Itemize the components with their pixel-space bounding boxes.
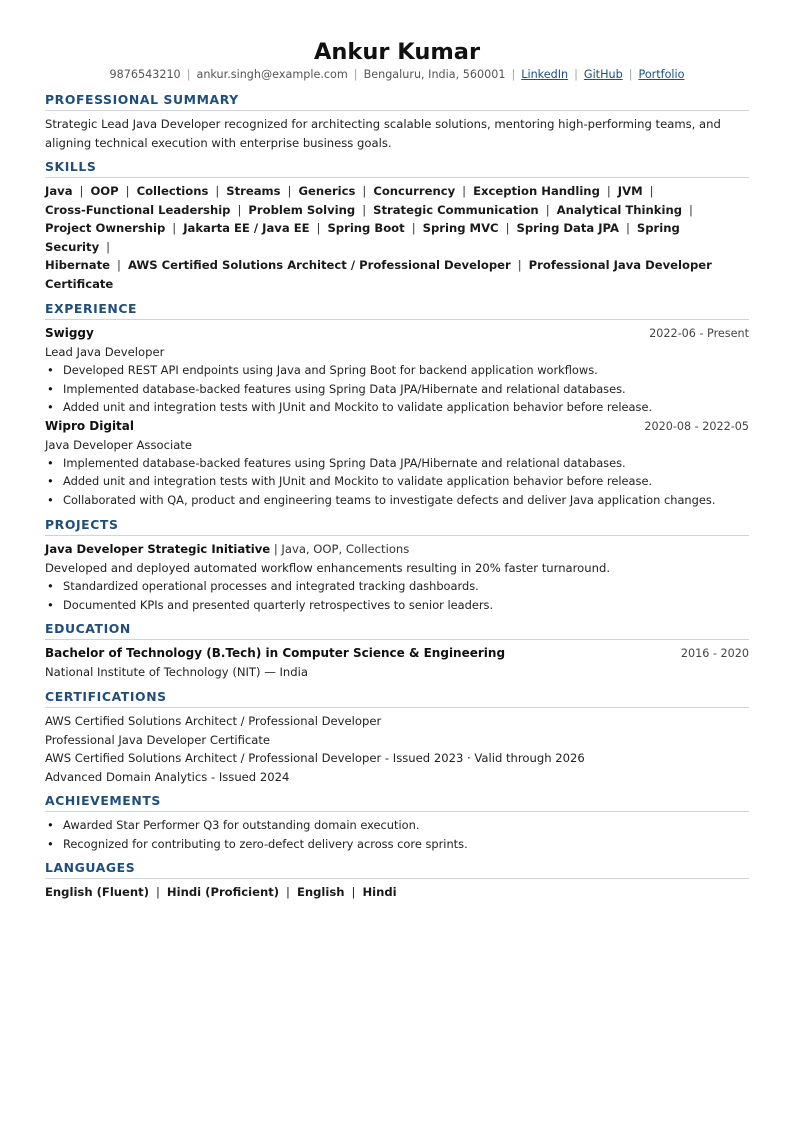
job-entry — [45, 417, 749, 510]
separator: | — [156, 885, 160, 900]
school-name: National Institute of Technology (NIT) — India — [45, 665, 308, 680]
skills-line — [45, 201, 749, 220]
job-role: Lead Java Developer — [45, 345, 165, 359]
separator: | — [215, 184, 220, 198]
separator: | — [125, 184, 130, 198]
list-item: • Standardized operational processes and integrated tracking dashboards. — [63, 577, 749, 596]
list-item: • Added unit and integration tests with JUnit and Mockito to validate application behavior before release. — [63, 472, 749, 491]
list-item: • Implemented database-backed features using Spring Data JPA/Hibernate and relational databases. — [63, 454, 749, 473]
section-title: ACHIEVEMENTS — [45, 790, 749, 812]
language-item: Hindi — [362, 885, 397, 900]
portfolio-link[interactable]: Portfolio — [638, 68, 685, 81]
separator: | — [286, 885, 290, 900]
summary-text: Strategic Lead Java Developer recognized for architecting scalable solutions, mentoring high-performing teams, and aligning technical execution with enterprise business goals. — [45, 117, 721, 150]
skill-tag: Spring Security — [45, 221, 680, 254]
skill-tag: JVM — [617, 184, 643, 198]
skill-tag: Collections — [136, 184, 209, 198]
certification-item: AWS Certified Solutions Architect / Professional Developer — [45, 714, 382, 729]
separator: | — [117, 258, 121, 272]
skill-tag: Project Ownership — [45, 221, 166, 235]
separator: | — [505, 221, 510, 235]
skills-section — [45, 156, 749, 293]
section-title: EDUCATION — [45, 618, 749, 640]
separator: | — [79, 184, 84, 198]
achievement-bullets — [45, 816, 749, 853]
skill-tag: Analytical Thinking — [556, 202, 683, 217]
job-bullets — [45, 361, 749, 417]
certification-item: Advanced Domain Analytics - Issued 2024 — [45, 769, 290, 784]
separator: | — [574, 68, 578, 81]
language-item: Hindi (Proficient) — [166, 885, 280, 900]
section-title: LANGUAGES — [45, 857, 749, 879]
achievements-section — [45, 790, 749, 853]
separator: | — [649, 184, 654, 198]
languages-list — [45, 883, 749, 902]
linkedin-link[interactable]: LinkedIn — [521, 68, 569, 81]
skill-tag: AWS Certified Solutions Architect / Professional Developer — [127, 258, 511, 272]
separator: | — [517, 258, 522, 272]
separator: | — [545, 202, 550, 217]
project-header — [45, 540, 749, 559]
section-title: EXPERIENCE — [45, 298, 749, 320]
section-title: CERTIFICATIONS — [45, 686, 749, 708]
job-bullets — [45, 454, 749, 510]
languages-section — [45, 857, 749, 902]
list-item: • Collaborated with QA, product and engineering teams to investigate defects and deliver Java application changes. — [63, 491, 749, 510]
project-name: Java Developer Strategic Initiative — [45, 541, 271, 556]
certification-item: Professional Java Developer Certificate — [45, 732, 271, 747]
separator: | — [106, 239, 111, 254]
separator: | — [411, 221, 416, 235]
section-title: PROJECTS — [45, 514, 749, 536]
job-dates: 2022-06 - Present — [649, 327, 749, 340]
education-section — [45, 618, 749, 681]
skill-tag: Spring MVC — [422, 221, 499, 235]
summary-section — [45, 89, 749, 152]
github-link[interactable]: GitHub — [583, 68, 623, 81]
list-item: • Developed REST API endpoints using Java and Spring Boot for backend application workflows. — [63, 361, 749, 380]
skill-tag: Exception Handling — [473, 184, 600, 198]
skills-line — [45, 256, 749, 293]
job-dates: 2020-08 - 2022-05 — [644, 419, 749, 433]
separator: | — [511, 68, 516, 81]
list-item: • Implemented database-backed features using Spring Data JPA/Hibernate and relational databases. — [63, 380, 749, 399]
skill-tag: Spring Data JPA — [516, 221, 619, 235]
phone-number: 9876543210 — [109, 68, 181, 81]
experience-section — [45, 298, 749, 510]
separator: | — [628, 68, 633, 81]
skill-tag: Cross-Functional Leadership — [45, 202, 231, 217]
company-name: Wipro Digital — [45, 418, 135, 433]
skill-tag: Java — [45, 184, 73, 198]
separator: | — [316, 221, 321, 235]
separator: | — [362, 202, 367, 217]
skill-tag: Problem Solving — [248, 202, 356, 217]
email-address: ankur.singh@example.com — [196, 68, 348, 81]
skills-line — [45, 182, 749, 201]
skills-list — [45, 182, 749, 293]
skill-tag: Strategic Communication — [373, 202, 539, 217]
skill-tag: Streams — [226, 184, 281, 198]
job-role: Java Developer Associate — [45, 437, 192, 452]
certifications-section — [45, 686, 749, 786]
project-description: Developed and deployed automated workflow enhancements resulting in 20% faster turnaround. — [45, 560, 611, 575]
separator: | — [353, 68, 358, 81]
separator: | — [351, 885, 356, 900]
job-entry — [45, 324, 749, 417]
project-tech: | Java, OOP, Collections — [273, 541, 410, 556]
separator: | — [462, 184, 467, 198]
section-title: PROFESSIONAL SUMMARY — [45, 89, 749, 111]
language-item: English — [296, 885, 345, 900]
separator: | — [362, 184, 367, 198]
project-bullets — [45, 577, 749, 614]
separator: | — [606, 184, 611, 198]
skill-tag: Hibernate — [45, 258, 111, 272]
education-dates: 2016 - 2020 — [680, 647, 749, 661]
separator: | — [237, 202, 242, 217]
list-item: • Awarded Star Performer Q3 for outstanding domain execution. — [63, 816, 749, 835]
list-item: • Added unit and integration tests with JUnit and Mockito to validate application behavior before release. — [63, 398, 749, 417]
location: Bengaluru, India, 560001 — [363, 68, 506, 81]
skill-tag: Jakarta EE / Java EE — [183, 221, 310, 235]
candidate-name: Ankur Kumar — [313, 39, 481, 65]
language-item: English (Fluent) — [45, 885, 150, 900]
skill-tag: Generics — [298, 184, 356, 198]
list-item: • Documented KPIs and presented quarterly retrospectives to senior leaders. — [63, 596, 749, 615]
skills-line — [45, 219, 749, 256]
separator: | — [172, 221, 177, 235]
certification-item: AWS Certified Solutions Architect / Professional Developer - Issued 2023 · Valid through 2026 — [45, 751, 585, 766]
list-item: • Recognized for contributing to zero-defect delivery across core sprints. — [63, 835, 749, 854]
projects-section — [45, 514, 749, 615]
section-title: SKILLS — [45, 156, 749, 178]
skill-tag: Spring Boot — [327, 221, 405, 235]
contact-line — [45, 67, 749, 83]
skill-tag: OOP — [90, 184, 119, 198]
separator: | — [625, 221, 630, 235]
separator: | — [689, 202, 693, 217]
company-name: Swiggy — [45, 326, 94, 340]
skill-tag: Concurrency — [373, 184, 456, 198]
separator: | — [287, 184, 292, 198]
skill-tag: Professional Java Developer Certificate — [45, 258, 712, 291]
degree-name: Bachelor of Technology (B.Tech) in Computer Science & Engineering — [45, 646, 506, 661]
separator: | — [186, 68, 191, 81]
